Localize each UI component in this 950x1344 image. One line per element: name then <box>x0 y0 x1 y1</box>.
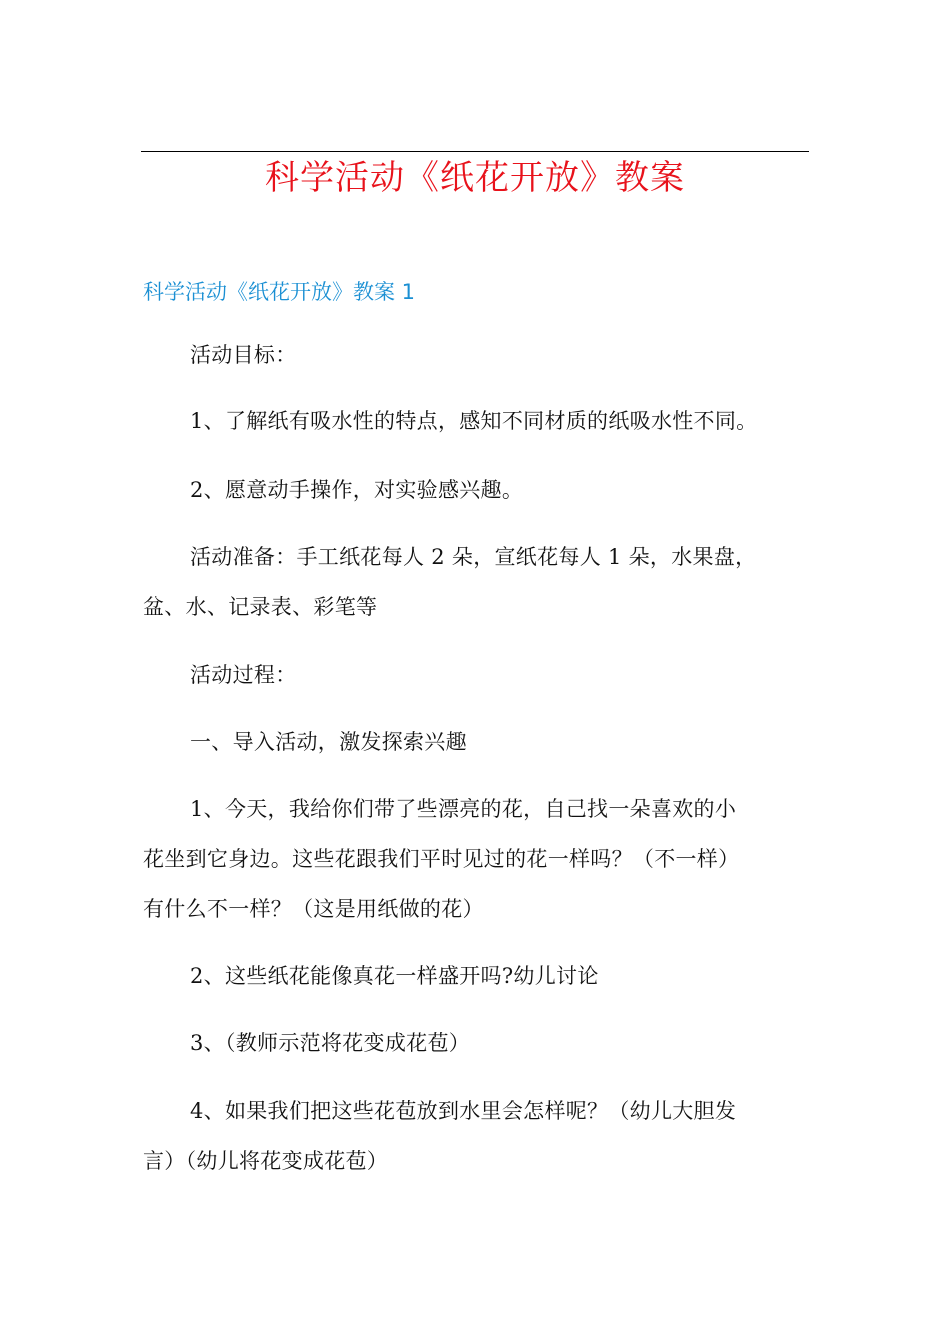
section-heading: 科学活动《纸花开放》教案 1 <box>143 280 416 304</box>
paragraph-1-line-3: 有什么不一样？（这是用纸做的花） <box>143 897 484 921</box>
paragraph-1-line-2: 花坐到它身边。这些花跟我们平时见过的花一样吗？（不一样） <box>143 847 740 871</box>
paragraph-2: 2、这些纸花能像真花一样盛开吗?幼儿讨论 <box>190 964 599 988</box>
goal-item-2: 2、愿意动手操作，对实验感兴趣。 <box>190 478 524 502</box>
paragraph-3: 3、（教师示范将花变成花苞） <box>190 1031 471 1055</box>
process-label: 活动过程： <box>190 663 297 687</box>
paragraph-4-line-2: 言）（幼儿将花变成花苞） <box>143 1149 389 1173</box>
paragraph-4-line-1: 4、如果我们把这些花苞放到水里会怎样呢？（幼儿大胆发 <box>190 1099 737 1123</box>
prep-line-1: 活动准备：手工纸花每人 2 朵，宣纸花每人 1 朵，水果盘， <box>190 545 757 569</box>
step-heading-1: 一、导入活动，激发探索兴趣 <box>190 730 467 754</box>
goal-item-1: 1、了解纸有吸水性的特点，感知不同材质的纸吸水性不同。 <box>190 409 758 433</box>
paragraph-1-line-1: 1、今天，我给你们带了些漂亮的花，自己找一朵喜欢的小 <box>190 797 737 821</box>
goal-label: 活动目标： <box>190 343 297 367</box>
prep-line-2: 盆、水、记录表、彩笔等 <box>143 595 378 619</box>
document-title: 科学活动《纸花开放》教案 <box>265 158 685 198</box>
